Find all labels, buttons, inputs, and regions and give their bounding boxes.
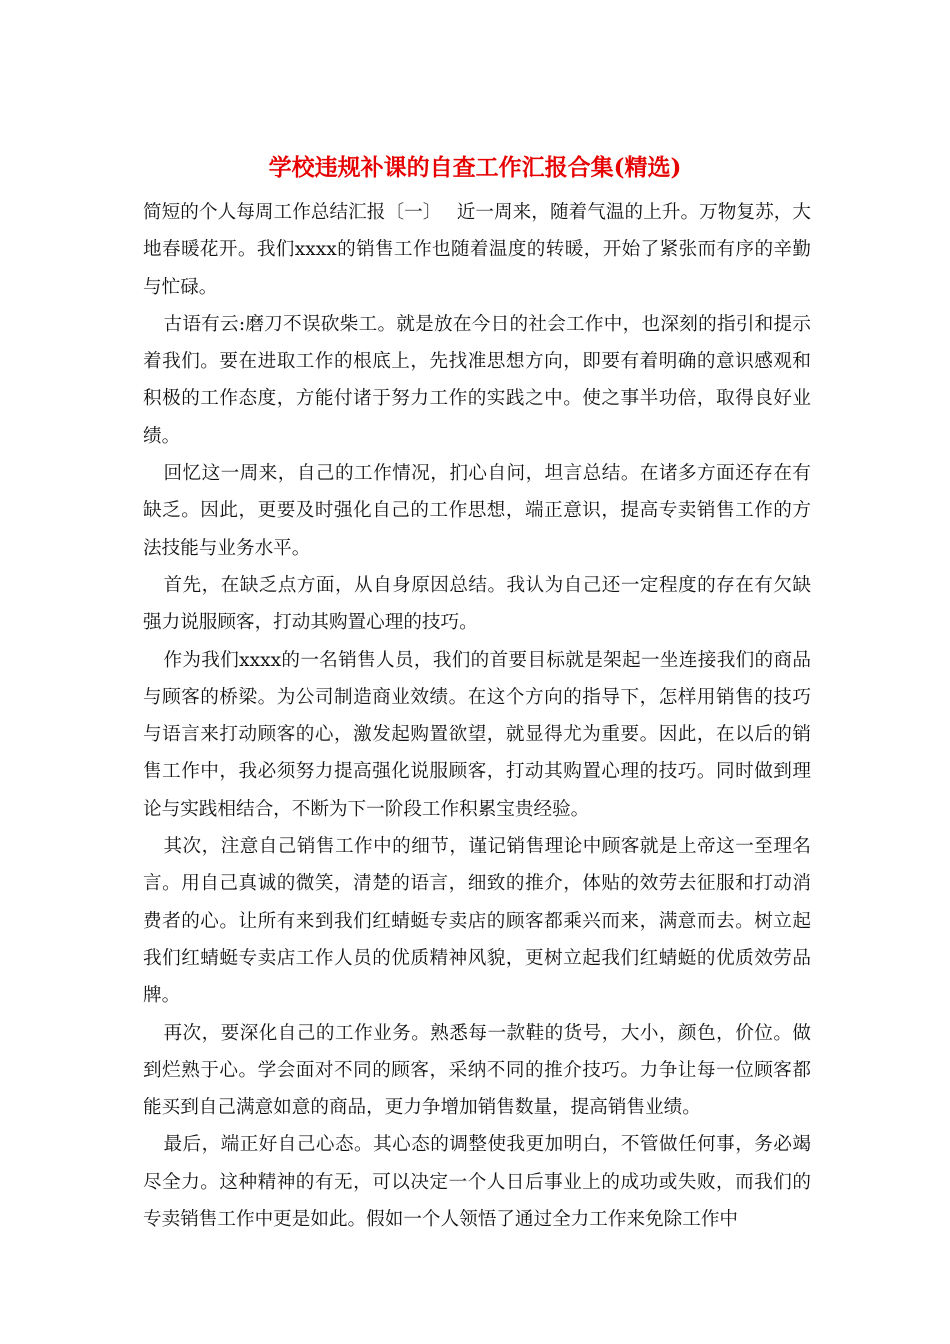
paragraph-third: 再次，要深化自己的工作业务。熟悉每一款鞋的货号，大小，颜色，价位。做到烂熟于心。学会面对不同的顾客，采纳不同的推介技巧。力争让每一位顾客都能买到自己满意如意的商品，更力争增加销售数量，提高销售业绩。 xyxy=(143,1022,811,1119)
paragraph-proverb: 古语有云:磨刀不误砍柴工。就是放在今日的社会工作中，也深刻的指引和提示着我们。要在进取工作的根底上，先找准思想方向，即要有着明确的意识感观和积极的工作态度，方能付诸于努力工作的实践之中。使之事半功倍，取得良好业绩。 xyxy=(143,313,811,447)
paragraph-second: 其次，注意自己销售工作中的细节，谨记销售理论中顾客就是上帝这一至理名言。用自己真诚的微笑，清楚的语言，细致的推介，体贴的效劳去征服和打动消费者的心。让所有来到我们红蜻蜓专卖店的顾客都乘兴而来，满意而去。树立起我们红蜻蜓专卖店工作人员的优质精神风貌，更树立起我们红蜻蜓的优质效劳品牌。 xyxy=(143,836,811,1007)
document-title: 学校违规补课的自查工作汇报合集(精选) xyxy=(268,154,682,181)
paragraph-role: 作为我们xxxx的一名销售人员，我们的首要目标就是架起一坐连接我们的商品与顾客的桥梁。为公司制造商业效绩。在这个方向的指导下，怎样用销售的技巧与语言来打动顾客的心，激发起购置欲望，就显得尤为重要。因此，在以后的销售工作中，我必须努力提高强化说服顾客，打动其购置心理的技巧。同时做到理论与实践相结合，不断为下一阶段工作积累宝贵经验。 xyxy=(143,649,811,820)
paragraph-intro: 简短的个人每周工作总结汇报〔一〕 近一周来，随着气温的上升。万物复苏，大地春暖花开。我们xxxx的销售工作也随着温度的转暖，开始了紧张而有序的辛勤与忙碌。 xyxy=(143,202,811,298)
paragraph-review: 回忆这一周来，自己的工作情况，扪心自问，坦言总结。在诸多方面还存在有缺乏。因此，更要及时强化自己的工作思想，端正意识，提高专卖销售工作的方法技能与业务水平。 xyxy=(143,463,811,559)
paragraph-first: 首先，在缺乏点方面，从自身原因总结。我认为自己还一定程度的存在有欠缺强力说服顾客，打动其购置心理的技巧。 xyxy=(143,574,811,634)
document-body xyxy=(143,194,811,1238)
paragraph-last: 最后，端正好自己心态。其心态的调整使我更加明白，不管做任何事，务必竭尽全力。这种精神的有无，可以决定一个人日后事业上的成功或失败，而我们的专卖销售工作中更是如此。假如一个人领悟了通过全力工作来免除工作中 xyxy=(143,1134,811,1231)
